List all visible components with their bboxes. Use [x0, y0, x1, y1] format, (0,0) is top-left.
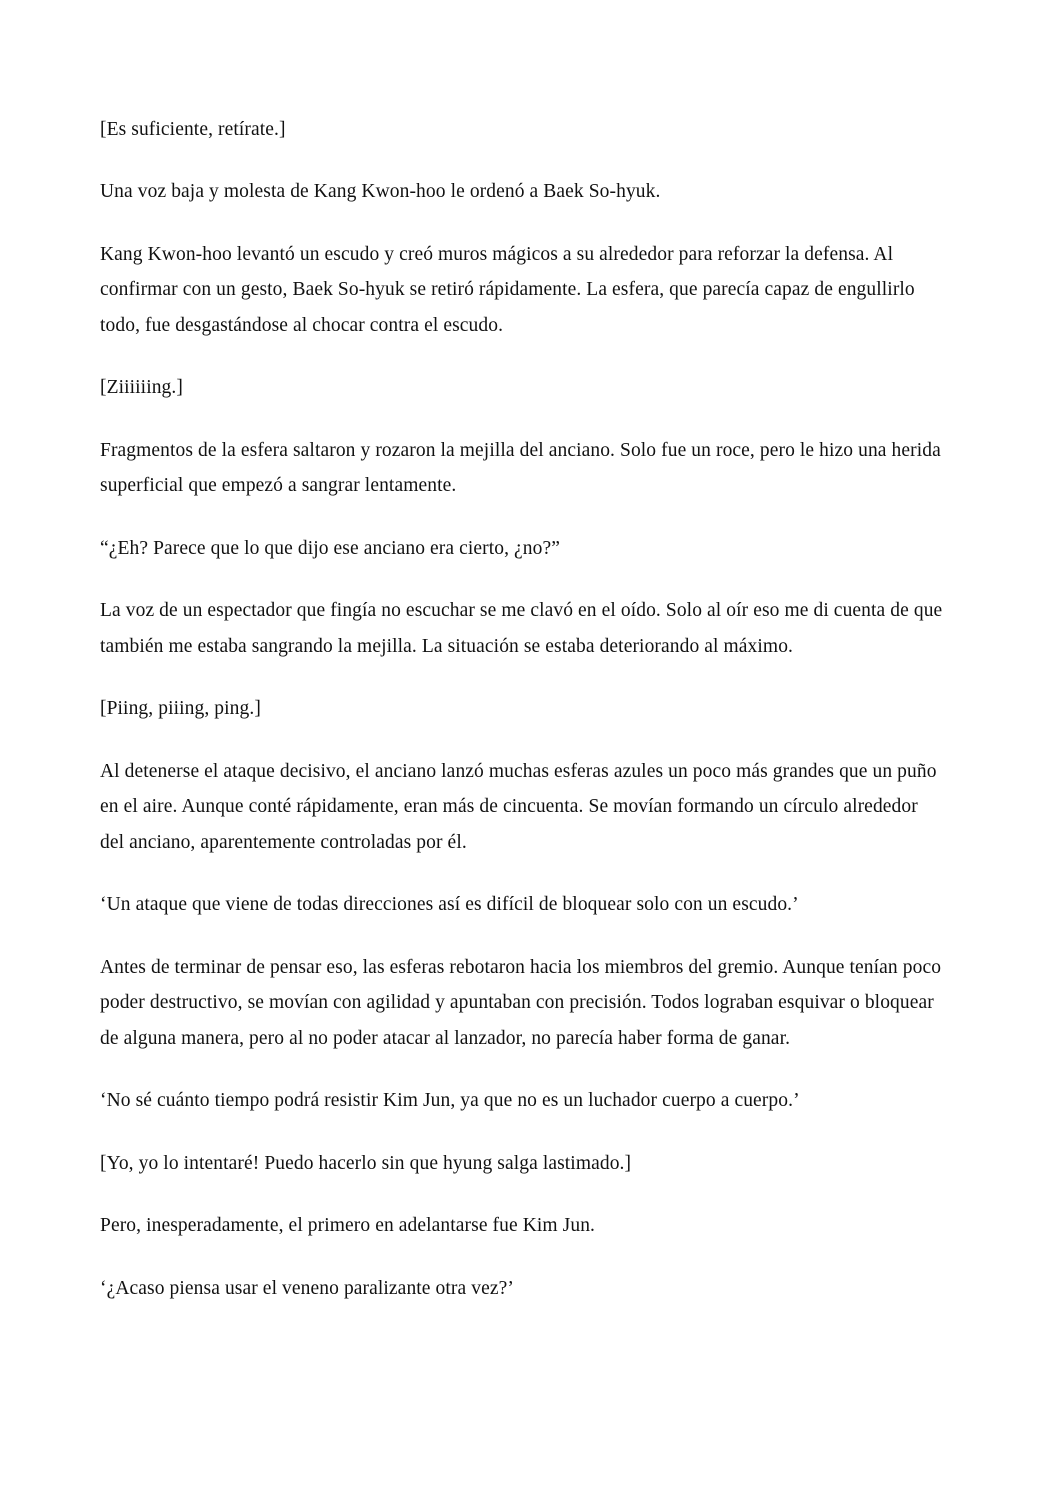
paragraph: ‘Un ataque que viene de todas direcciones así es difícil de bloquear solo con un escudo.’ — [100, 894, 799, 916]
paragraph: Kang Kwon-hoo levantó un escudo y creó muros mágicos a su alrededor para reforzar la defensa. Al confirmar con un gesto, Baek So-hyuk se retiró rápidamente. La esfera, que parecía capaz de engullirlo todo, fue desgastándose al chocar contra el escudo. — [100, 243, 915, 336]
paragraph: ‘¿Acaso piensa usar el veneno paralizante otra vez?’ — [100, 1277, 514, 1299]
paragraph: ‘No sé cuánto tiempo podrá resistir Kim Jun, ya que no es un luchador cuerpo a cuerpo.’ — [100, 1090, 800, 1112]
paragraph: [Ziiiiiing.] — [100, 377, 183, 399]
document-body — [100, 112, 943, 1306]
paragraph: Pero, inesperadamente, el primero en adelantarse fue Kim Jun. — [100, 1215, 596, 1237]
paragraph: [Es suficiente, retírate.] — [100, 119, 286, 140]
paragraph: “¿Eh? Parece que lo que dijo ese anciano era cierto, ¿no?” — [100, 537, 561, 559]
paragraph: Fragmentos de la esfera saltaron y rozaron la mejilla del anciano. Solo fue un roce, pero le hizo una herida superficial que empezó a sangrar lentamente. — [100, 439, 941, 497]
paragraph: Al detenerse el ataque decisivo, el anciano lanzó muchas esferas azules un poco más grandes que un puño en el aire. Aunque conté rápidamente, eran más de cincuenta. Se movían formando un círculo alrededor del anciano, aparentemente controladas por él. — [100, 760, 937, 853]
paragraph: [Yo, yo lo intentaré! Puedo hacerlo sin que hyung salga lastimado.] — [100, 1152, 632, 1174]
paragraph: La voz de un espectador que fingía no escuchar se me clavó en el oído. Solo al oír eso me di cuenta de que también me estaba sangrando la mejilla. La situación se estaba deteriorando al máximo. — [100, 600, 943, 657]
paragraph: [Piing, piiing, ping.] — [100, 698, 261, 720]
paragraph: Una voz baja y molesta de Kang Kwon-hoo le ordenó a Baek So-hyuk. — [100, 181, 661, 203]
paragraph: Antes de terminar de pensar eso, las esferas rebotaron hacia los miembros del gremio. Aunque tenían poco poder destructivo, se movían con agilidad y apuntaban con precisión. Todos lograban esquivar o bloquear de alguna manera, pero al no poder atacar al lanzador, no parecía haber forma de ganar. — [100, 956, 942, 1049]
